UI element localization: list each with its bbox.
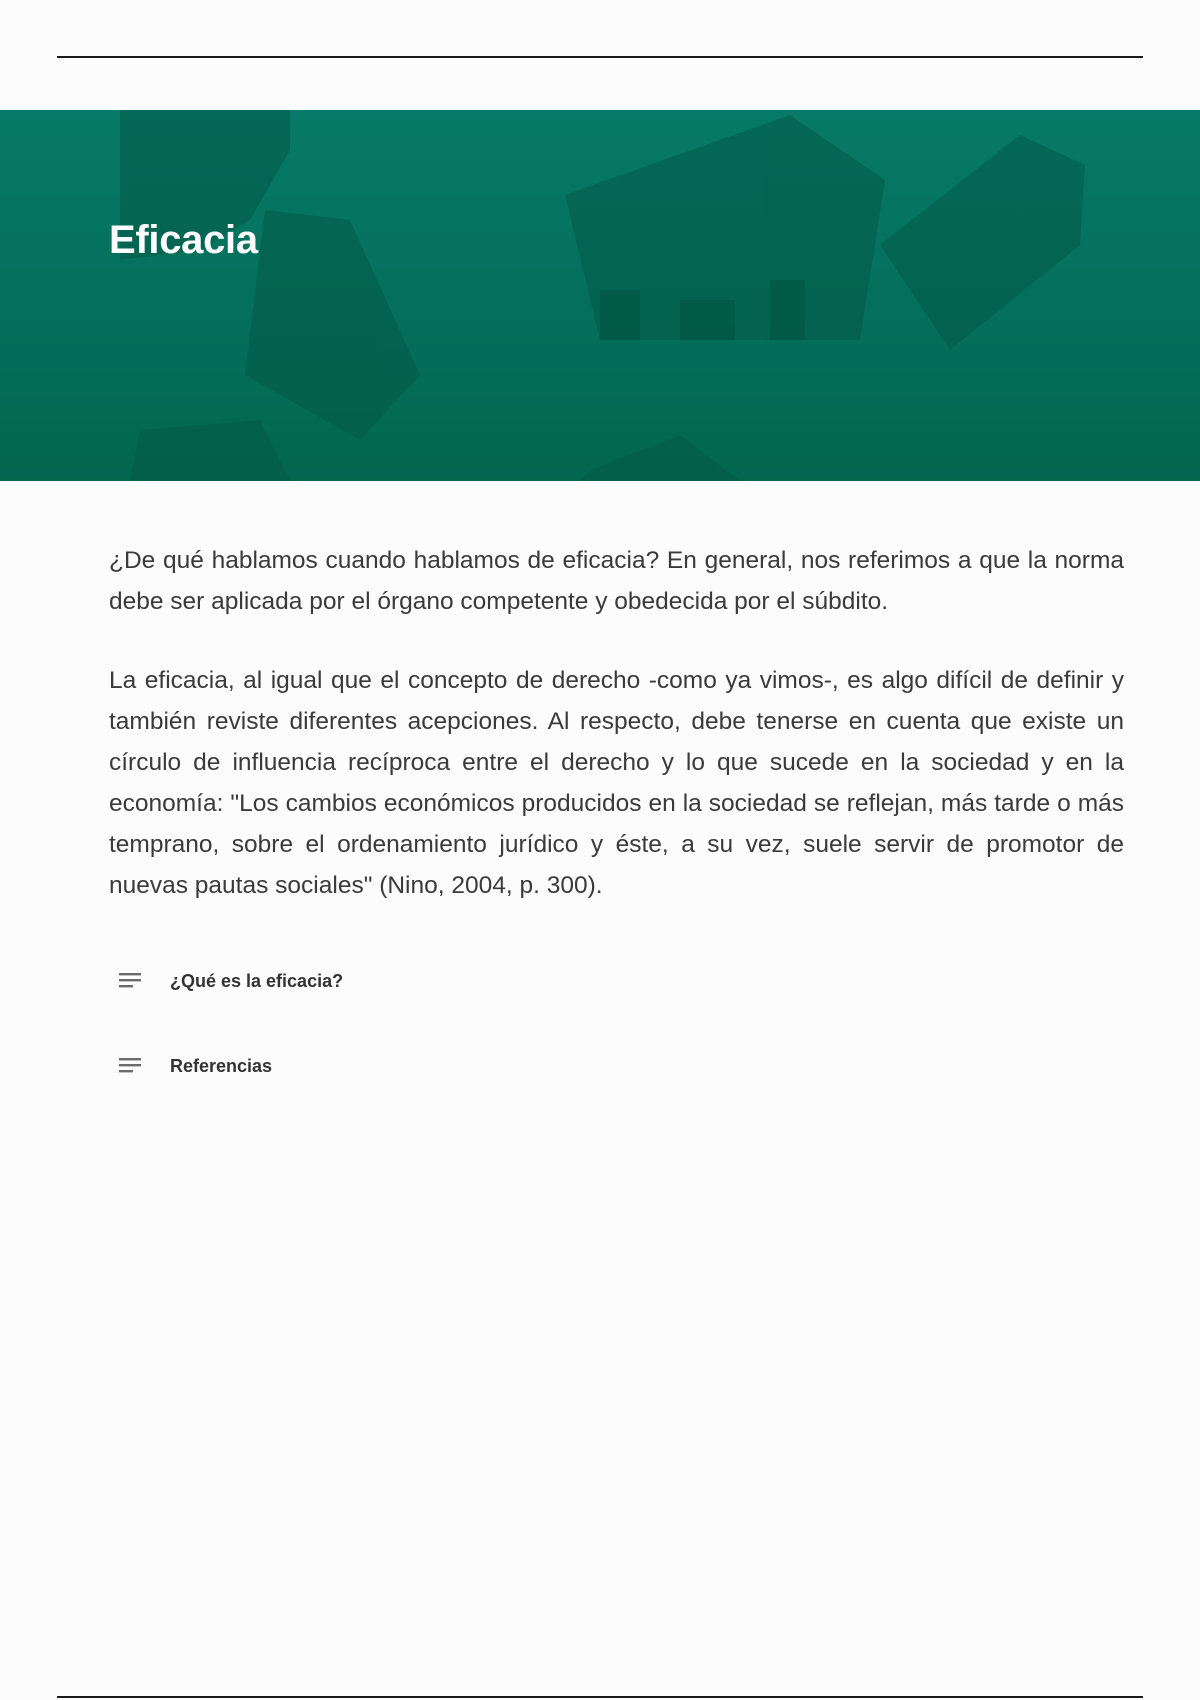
hero-background-image — [0, 110, 1200, 481]
section-item-label: Referencias — [170, 1055, 273, 1076]
page-title: Eficacia — [109, 218, 258, 262]
top-rule — [57, 56, 1143, 58]
body-paragraph: La eficacia, al igual que el concepto de derecho -como ya vimos-, es algo difícil de definir y también reviste diferentes acepciones. Al respecto, debe tenerse en cuenta que existe un círculo de influencia recíproca entre el derecho y lo que sucede en la sociedad y en la economía: "Los cambios económicos producidos en la sociedad se reflejan, más tarde o más temprano, sobre el ordenamiento jurídico y éste, a su vez, suele servir de promotor de nuevas pautas sociales" (Nino, 2004, p. 300). — [109, 667, 1124, 899]
text-lines-icon — [117, 970, 143, 992]
section-item-que-es-la-eficacia[interactable] — [117, 965, 717, 997]
main-content — [109, 540, 1124, 944]
bottom-rule — [57, 1696, 1143, 1698]
section-item-referencias[interactable] — [117, 1050, 717, 1082]
section-item-label: ¿Qué es la eficacia? — [170, 970, 344, 991]
intro-paragraph: ¿De qué hablamos cuando hablamos de eficacia? En general, nos referimos a que la norma debe ser aplicada por el órgano competente y obedecida por el súbdito. — [109, 547, 1124, 615]
section-list — [117, 965, 717, 1135]
hero-banner — [0, 110, 1200, 481]
text-lines-icon — [117, 1055, 143, 1077]
